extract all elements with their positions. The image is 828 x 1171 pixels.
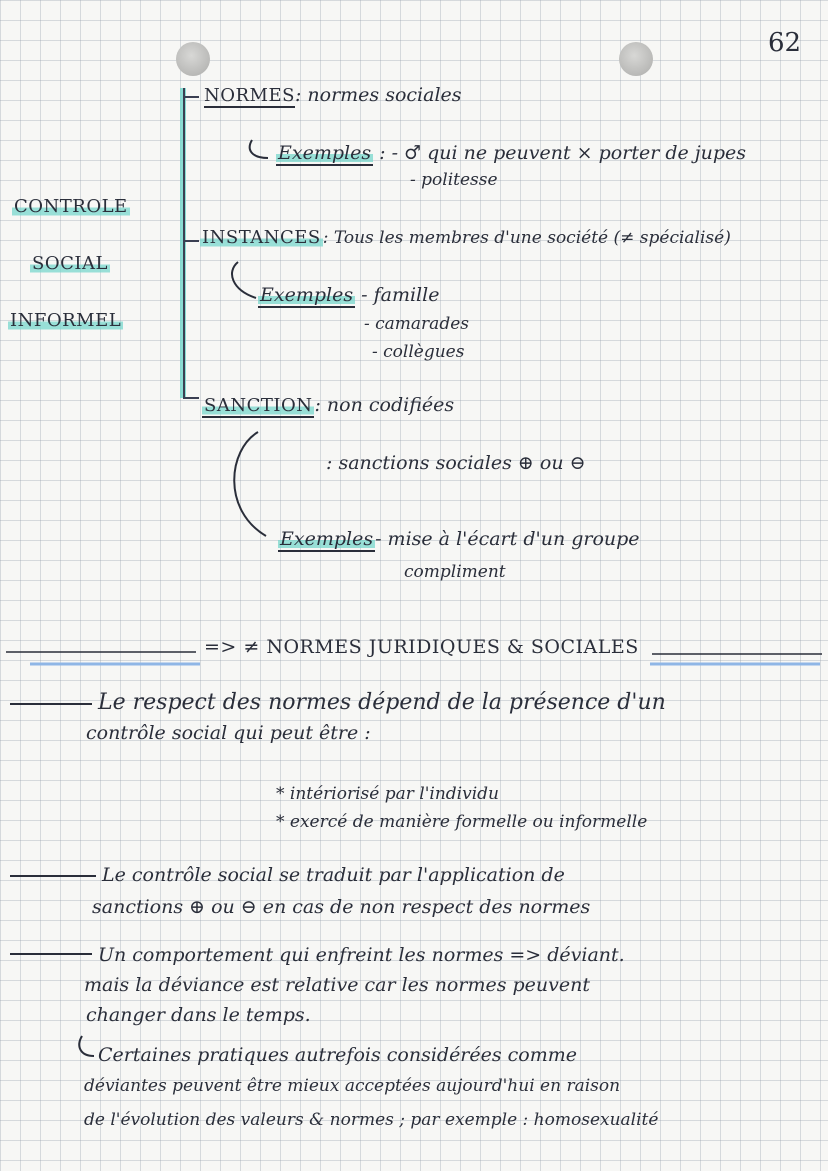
normes-definition: : normes sociales xyxy=(294,84,462,106)
bracket-tick-normes xyxy=(183,96,199,98)
instances-example-2: - camarades xyxy=(364,314,469,334)
instances-examples xyxy=(258,284,439,306)
bracket-tick-instances xyxy=(183,240,199,242)
point-3-line-3: changer dans le temps. xyxy=(86,1004,311,1026)
mindmap-bracket-line xyxy=(183,88,185,398)
instances-heading xyxy=(200,226,731,248)
arrow-instances-examples xyxy=(232,262,256,298)
instances-definition: : Tous les membres d'une société (≠ spécialisé) xyxy=(322,228,731,248)
normes-title: NORMES xyxy=(204,85,295,106)
instances-examples-label: Exemples xyxy=(260,284,354,306)
point-2-line-1: Le contrôle social se traduit par l'application de xyxy=(102,864,565,886)
note-line-3: de l'évolution des valeurs & normes ; par exemple : homosexualité xyxy=(84,1110,659,1130)
point-1-line-1: Le respect des normes dépend de la présence d'un xyxy=(98,690,666,715)
sanction-heading xyxy=(202,394,454,416)
root-word-3: INFORMEL xyxy=(10,310,122,331)
section-title: => ≠ NORMES JURIDIQUES & SOCIALES xyxy=(204,636,639,658)
sanction-definition-1: : non codifiées xyxy=(314,394,455,416)
instances-example-3: - collègues xyxy=(372,342,465,362)
instances-example-1: - famille xyxy=(361,284,440,306)
sanction-definition-2: : sanctions sociales ⊕ ou ⊖ xyxy=(326,452,586,474)
root-word-1: CONTROLE xyxy=(14,196,128,217)
point-1-subitem-1: * intériorisé par l'individu xyxy=(276,784,499,804)
point-3-line-1: Un comportement qui enfreint les normes => déviant. xyxy=(98,944,625,966)
note-line-1: Certaines pratiques autrefois considérées comme xyxy=(98,1044,578,1066)
sanction-examples xyxy=(278,528,640,550)
normes-example-1: - ♂ qui ne peuvent × porter de jupes xyxy=(391,142,747,164)
instances-title: INSTANCES xyxy=(202,227,321,248)
root-label-line-1 xyxy=(12,196,130,217)
arrow-note xyxy=(79,1036,94,1056)
page-number: 62 xyxy=(768,28,802,58)
root-label-line-3 xyxy=(8,310,123,331)
normes-heading xyxy=(204,84,462,106)
normes-example-2: - politesse xyxy=(410,170,498,190)
sanction-example-1: - mise à l'écart d'un groupe xyxy=(375,528,640,550)
point-2-line-2: sanctions ⊕ ou ⊖ en cas de non respect des normes xyxy=(92,896,591,918)
arrow-sanction-examples xyxy=(234,432,266,536)
punch-hole-right xyxy=(619,42,653,76)
normes-examples: Exemples : - ♂ qui ne peuvent × porter de jupes xyxy=(278,142,747,164)
punch-hole-left xyxy=(176,42,210,76)
sanction-examples-label: Exemples xyxy=(280,528,374,550)
sanction-example-2: compliment xyxy=(404,562,506,582)
note-line-2: déviantes peuvent être mieux acceptées aujourd'hui en raison xyxy=(84,1076,621,1096)
normes-examples-label: Exemples xyxy=(278,142,372,164)
arrow-normes-examples xyxy=(250,140,268,158)
bracket-tick-sanction xyxy=(183,397,199,399)
point-3-line-2: mais la déviance est relative car les normes peuvent xyxy=(84,974,590,996)
root-label-line-2 xyxy=(30,253,110,274)
sanction-title: SANCTION xyxy=(204,395,313,416)
point-1-line-2: contrôle social qui peut être : xyxy=(86,722,371,744)
point-1-subitem-2: * exercé de manière formelle ou informelle xyxy=(276,812,648,832)
root-word-2: SOCIAL xyxy=(32,253,108,274)
